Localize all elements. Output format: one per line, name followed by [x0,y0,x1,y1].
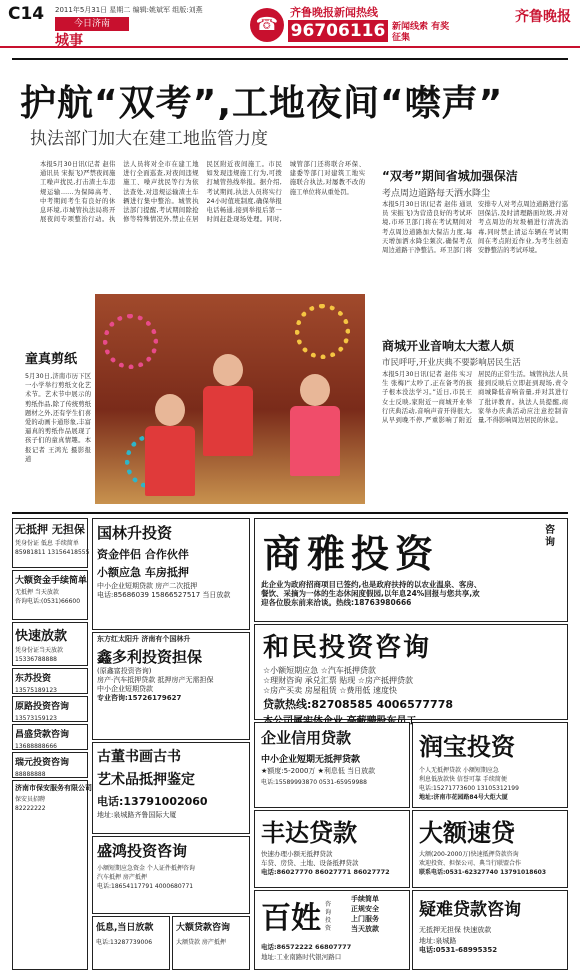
child-figure [290,406,340,476]
ad-line: 地址:泉城路齐鲁国际大厦 [97,811,177,819]
ad-classified [12,724,88,750]
top-rule [12,58,568,60]
paper-cut-decoration [103,314,158,369]
ad-subtitle: 咨询 [545,525,555,548]
ad-line: 电话:18654117791 4000680771 [97,883,194,890]
ad-line: 地址:济南市花园路84号大炬大厦 [419,794,508,801]
ad-line: 电话:13287739006 [96,939,153,946]
headline: 护航“双考”,工地夜间“噤声” [20,83,504,124]
story-b-subheadline: 市民呼吁,开业庆典不要影响居民生活 [382,358,521,368]
child-figure [203,386,253,456]
ad-line: 上门服务 [351,915,379,923]
phone-icon: ☎ [250,8,284,42]
ad-runbao [412,722,568,808]
ad-line: (原鑫富投资咨询) [97,667,152,675]
ad-line: 利息低放款快 信誉可靠 手续简便 [419,776,507,783]
ad-line: 小额应急 车房抵押 [97,566,189,579]
ad-line: 个人无抵押贷款 小额短期应急 [419,767,499,774]
child-figure [145,426,195,496]
ad-line: 电话:85686039 15866527517 当日放款 [97,591,231,599]
ad-loan-small [92,916,170,970]
ad-title: 快速放款 [15,629,68,644]
ad-line: 餐饮、采摘为一体的生态休闲度假园,以年息24%回报与您共享,欢 [261,589,480,598]
ads-divider [12,512,568,514]
ad-shenghong [92,836,250,914]
ad-subtitle: 东方红太阳升 济南有个国林升 [97,635,191,643]
ad-phone: 电话:86572222 66807777 [261,943,352,951]
ad-line: 正规安全 [351,905,379,913]
ad-loan-small [172,916,250,970]
main-story-text: 本报5月30日讯(记者 赵伟 通讯员 宋振飞)严禁夜间施工噪声扰民,打击渣土车违规运输……为保障高考、中考期间考生有良好的休息环境,市城管执法局将开展夜间专项整治行动。执法人员将对全市在建工地进行全面巡查,对夜间违规施工、噪声扰民等行为依法查处,对违规运输渣土车辆进行集中整治。城管执法部门提醒,考试期间除抢修等特殊情况外,禁止在居民区附近夜间施工。市民如发现违规施工行为,可拨打城管热线举报。据介绍,考试期间,执法人员将实行24小时值班制度,确保举报电话畅通,接到举报后第一时间赶赴现场处理。同时,城管部门还将联合环保、建委等部门对建筑工地实施联合执法,对屡教不改的施工单位将从重处罚。 [40,161,365,224]
subheadline: 执法部门加大在建工地监管力度 [30,129,268,149]
ad-phone: 贷款热线:82708585 4006577778 [263,698,453,711]
ad-title: 济南市保安服务有限公司 [15,784,92,792]
ad-title: 昌盛贷款咨询 [15,730,70,740]
ad-line: 无抵押无担保 快速放款 [419,926,492,934]
child-figure [155,394,185,426]
ad-classified [12,668,88,694]
ad-xinduoli [92,632,250,740]
ad-line: 房产·汽车抵押贷款 抵押房产无需担保 [97,676,214,684]
ad-line: 85981811 13156418555 [15,549,90,556]
ad-title: 百姓 [261,901,321,936]
child-figure [213,354,243,386]
ad-line: ☆小额短期应急 ☆汽车抵押贷款 [263,666,376,675]
ad-line: 13688888666 [15,743,57,750]
ad-baixing [254,890,410,970]
story-a-subheadline: 考点周边道路每天洒水降尘 [382,189,491,199]
ad-phone: 电话:13791002060 [97,795,208,808]
ad-title: 古董书画古书 [97,749,181,765]
photo-caption-title: 童真剪纸 [25,352,78,367]
ad-line: 82222222 [15,805,46,812]
ad-title: 国林升投资 [97,524,173,542]
ad-antiques [92,742,250,834]
story-a-headline: “双考”期间省城加强保洁 [382,169,518,183]
ad-title: 无抵押 无担保 [15,523,85,536]
ad-line: 大额(200-2000万)快速抵押贷款咨询 [419,851,519,858]
ad-credit-loan [254,722,410,808]
ad-line: 咨询电话:(0531)66600 [15,598,81,605]
ad-line: 凭身份证 低息 手续简单 [15,540,79,547]
ad-shangya [254,518,568,622]
ad-line: 电话:0531-68995352 [419,946,498,954]
story-b-text: 本报5月30日讯(记者 赵伟 实习生 张梅)“太吵了,正在备考的孩子根本没法学习。”近日,市民王女士反映,家附近一商城开业举行庆典活动,音响声音开得很大,从早到晚不停,严重影响了附近居民的正常生活。城管执法人员接到反映后立即赶到现场,责令商城降低音响音量,并对其进行了批评教育。执法人员提醒,商家举办庆典活动应注意控制音量,不得影响周边居民的休息。 [382,371,568,425]
ad-line: 联系电话:0531-62327740 13791018603 [419,869,546,876]
paper-cut-decoration [295,304,350,359]
ad-hemin [254,624,568,720]
ad-line: 无抵押 当天放款 [15,589,59,596]
section-title: 城事 [55,33,83,49]
ad-line: ☆理财咨询 承兑汇票 贴现 ☆房产抵押贷款 [263,676,413,685]
ad-classified [12,780,92,970]
date-line: 2011年5月31日 星期二 编辑:姚斌军 组版:刘燕 [55,6,203,14]
ad-subtitle: 咨询 投资 [325,901,332,932]
ad-title: 东苏投资 [15,674,52,684]
ad-line: 中小企业短期贷款 [97,685,153,693]
ad-yinan [412,890,568,970]
ad-line: 小额短期应急资金 个人证件抵押咨询 [97,865,195,872]
ad-title: 商雅投资 [263,532,440,576]
ad-line: ★额度:5-2000万 ★利息低 当日放款 [261,767,376,775]
story-a-text: 本报5月30日讯(记者 赵伟 通讯员 宋振飞)为营造良好的考试环境,市环卫部门将在考试期间对考点周边道路加大保洁力度,每天增加洒水降尘频次,确保考点周边道路干净整洁。环卫部门将安排专人对考点周边道路进行巡回保洁,及时清理路面垃圾,并对考点周边的垃圾桶进行清洗消毒,同时禁止清运车辆在考试期间在考点附近作业,为考生创造安静整洁的考试环境。 [382,201,568,255]
ad-line: 欢迎投资、担保公司、典当行联盟合作 [419,860,522,867]
ad-line: 15336788888 [15,656,57,663]
ad-line: 电话:15271773600 13105312199 [419,785,519,792]
ad-line: 车贷、房贷、土地、设备抵押贷款 [261,859,359,867]
ad-line: 地址:工业南路时代银河路口 [261,953,342,961]
ad-line: 中小企业短期无抵押贷款 [261,755,361,765]
ad-line: 中小企业短期贷款 房产二次抵押 [97,582,198,590]
child-figure [300,374,330,406]
ad-subtitle: 艺术品抵押鉴定 [97,772,195,788]
ad-line: 汽车抵押 房产抵押 [97,874,147,881]
ad-title: 鑫多利投资担保 [97,648,203,666]
ad-title: 大额速贷 [419,819,515,847]
story-b-headline: 商城开业音响太大惹人烦 [382,339,515,353]
ad-subtitle: 资金伴侣 合作伙伴 [97,548,189,561]
section-badge: 今日济南 [55,17,129,31]
ad-line: 13575189123 [15,687,57,694]
ad-line: 电话:15589993870 0531-65959988 [261,779,367,786]
hotline-number: 96706116 [288,20,388,42]
ad-classified [12,696,88,722]
ad-title: 润宝投资 [419,733,515,761]
ad-classified [12,622,88,666]
hotline-subtitle: 新闻线索 有奖征集 [392,22,450,43]
ad-classified [12,518,88,568]
ad-line: 凭身份证当天放款 [15,647,64,654]
paper-logo: 齐鲁晚报 [515,9,571,25]
ad-guolinsheng [92,518,250,630]
page-number: C14 [8,4,45,24]
ad-line: 当天放款 [351,925,379,933]
ad-title: 和民投资咨询 [263,633,432,663]
ad-line: 13573159123 [15,715,57,722]
ad-title: 丰达贷款 [261,819,357,847]
ad-title: 原路投资咨询 [15,702,70,712]
ad-line: ☆房产买卖 房屋租赁 ☆费用低 速度快 [263,686,397,695]
ad-title: 盛鸿投资咨询 [97,842,188,860]
ad-classified [12,570,88,620]
hotline-title: 齐鲁晚报新闻热线 [290,6,378,19]
ad-line: 快速办理小额无抵押贷款 [261,850,333,858]
ad-classified [12,752,88,778]
ad-line: 迎各位股东前来洽谈。热线:18763980666 [261,598,412,607]
photo-caption: 5月30日,济南市历下区一小学举行剪纸文化艺术节。艺术节中展示的剪纸作品,除了传统剪纸题材之外,还有学生们喜爱的动画卡通形象,丰富逼真的剪纸作品展现了孩子们的童真情趣。本报记者 王鸿光 摄影报道 [25,373,91,463]
ad-title: 疑难贷款咨询 [419,900,521,920]
ad-line: 保安员招聘 [15,796,46,803]
ad-dae-sudai [412,810,568,888]
ad-line: 电话:86027770 86027771 86027772 [261,868,390,876]
ad-line: 手续简单 [351,895,379,903]
ad-line: 此企业为政府招商项目已签约,也是政府扶持的以农业温泉、客房、 [261,580,482,589]
ad-title: 低息,当日放款 [96,923,154,933]
ad-title: 企业信用贷款 [261,729,352,747]
ad-line: 大额贷款 房产抵押 [176,939,226,946]
ad-title: 大额贷款咨询 [176,923,231,933]
ad-line: 专业咨询:15726179627 [97,694,182,702]
news-photo [95,294,365,504]
ad-line: 88888888 [15,771,46,778]
ad-fengda [254,810,410,888]
ad-line: 地址:泉城路 [419,937,457,945]
ad-title: 瑞元投资咨询 [15,758,70,768]
ad-title: 大额资金手续简单 [15,576,88,586]
